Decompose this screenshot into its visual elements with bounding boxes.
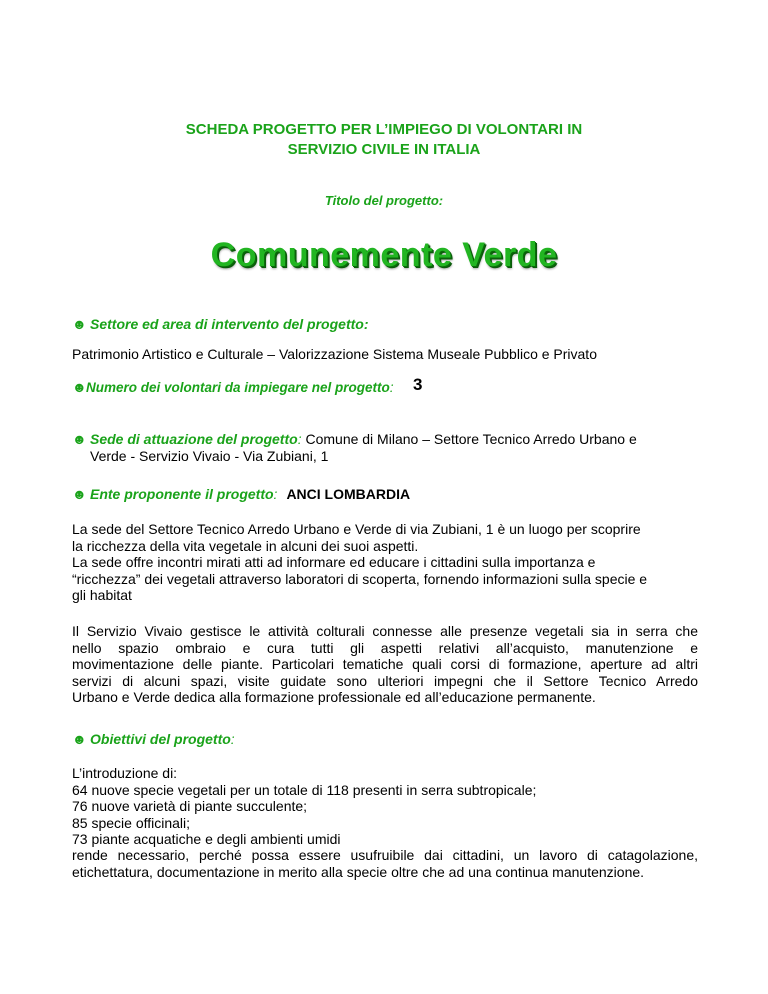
- smiley-bullet-icon: ☻: [72, 431, 87, 447]
- numero-value: 3: [413, 375, 423, 394]
- obiettivi-bullet: [72, 731, 235, 748]
- numero-label: Numero dei volontari da impiegare nel progetto: [86, 380, 390, 395]
- smiley-bullet-icon: ☻: [72, 379, 87, 395]
- paragraph-line: nello spazio ombraio e cura tutti gli aspetti relativi all’acquisto, manutenzione e: [72, 639, 698, 656]
- sede-colon: :: [297, 431, 302, 447]
- ente-label: Ente proponente il progetto: [90, 486, 274, 502]
- obiettivi-label: Obiettivi del progetto: [90, 731, 231, 747]
- paragraph-line: L’introduzione di:: [72, 765, 178, 781]
- sede-label: Sede di attuazione del progetto: [90, 431, 298, 447]
- paragraph-line: “ricchezza” dei vegetali attraverso laboratori di scoperta, fornendo informazioni sulla specie e: [72, 570, 648, 587]
- paragraph-sede-description: [72, 521, 698, 604]
- paragraph-line: etichettatura, documentazione in merito alla specie oltre che ad una continua manutenzione.: [72, 863, 645, 880]
- obiettivi-colon: :: [230, 731, 235, 747]
- paragraph-line: servizi di alcuni spazi, visite guidate sono ulteriori impegni che il Settore Tecnico Arredo: [72, 672, 698, 689]
- paragraph-introduzione: [72, 765, 698, 848]
- paragraph-catalogazione: [72, 847, 698, 880]
- heading-line-1: SCHEDA PROGETTO PER L’IMPIEGO DI VOLONTARI IN: [185, 121, 583, 138]
- paragraph-servizio-vivaio: [72, 623, 698, 706]
- paragraph-line: Il Servizio Vivaio gestisce le attività colturali connesse alle presenze vegetali sia in serra che: [72, 623, 698, 639]
- smiley-bullet-icon: ☻: [72, 731, 87, 747]
- sede-value-line-1: Comune di Milano – Settore Tecnico Arredo Urbano e: [301, 431, 637, 447]
- ente-bullet: [72, 486, 410, 503]
- paragraph-line: gli habitat: [72, 587, 132, 603]
- settore-bullet: [72, 316, 369, 333]
- project-title: Comunemente Verde: [210, 236, 558, 274]
- sede-value-line-2: Verde - Servizio Vivaio - Via Zubiani, 1: [90, 448, 329, 464]
- paragraph-line: Urbano e Verde dedica alla formazione professionale ed all’educazione permanente.: [72, 689, 596, 705]
- paragraph-line: rende necessario, perché possa essere usufruibile dai cittadini, un lavoro di catagolazione,: [72, 847, 698, 863]
- settore-label: Settore ed area di intervento del progetto:: [90, 316, 369, 332]
- sede-bullet: [72, 431, 637, 448]
- smiley-bullet-icon: ☻: [72, 486, 87, 502]
- ente-colon: :: [273, 486, 278, 502]
- heading-line-2: SERVIZIO CIVILE IN ITALIA: [287, 141, 481, 158]
- paragraph-line: La sede del Settore Tecnico Arredo Urbano e Verde di via Zubiani, 1 è un luogo per scoprire: [72, 521, 641, 537]
- paragraph-line: 85 specie officinali;: [72, 814, 191, 831]
- numero-colon: :: [389, 379, 394, 395]
- document-heading: [0, 120, 768, 160]
- paragraph-line: 64 nuove specie vegetali per un totale di 118 presenti in serra subtropicale;: [72, 781, 537, 798]
- paragraph-line: La sede offre incontri mirati atti ad informare ed educare i cittadini sulla importanza e: [72, 554, 596, 570]
- paragraph-line: 73 piante acquatiche e degli ambienti umidi: [72, 831, 341, 847]
- settore-value: Patrimonio Artistico e Culturale – Valorizzazione Sistema Museale Pubblico e Privato: [72, 346, 597, 362]
- ente-value: ANCI LOMBARDIA: [286, 486, 411, 502]
- smiley-bullet-icon: ☻: [72, 316, 87, 332]
- paragraph-line: movimentazione delle piante. Particolari tematiche quali corsi di formazione, aperture ad altri: [72, 656, 698, 672]
- paragraph-line: 76 nuove varietà di piante succulente;: [72, 798, 308, 814]
- titolo-label: Titolo del progetto:: [324, 193, 444, 208]
- paragraph-line: la ricchezza della vita vegetale in alcuni dei suoi aspetti.: [72, 537, 419, 554]
- numero-bullet: [72, 379, 394, 396]
